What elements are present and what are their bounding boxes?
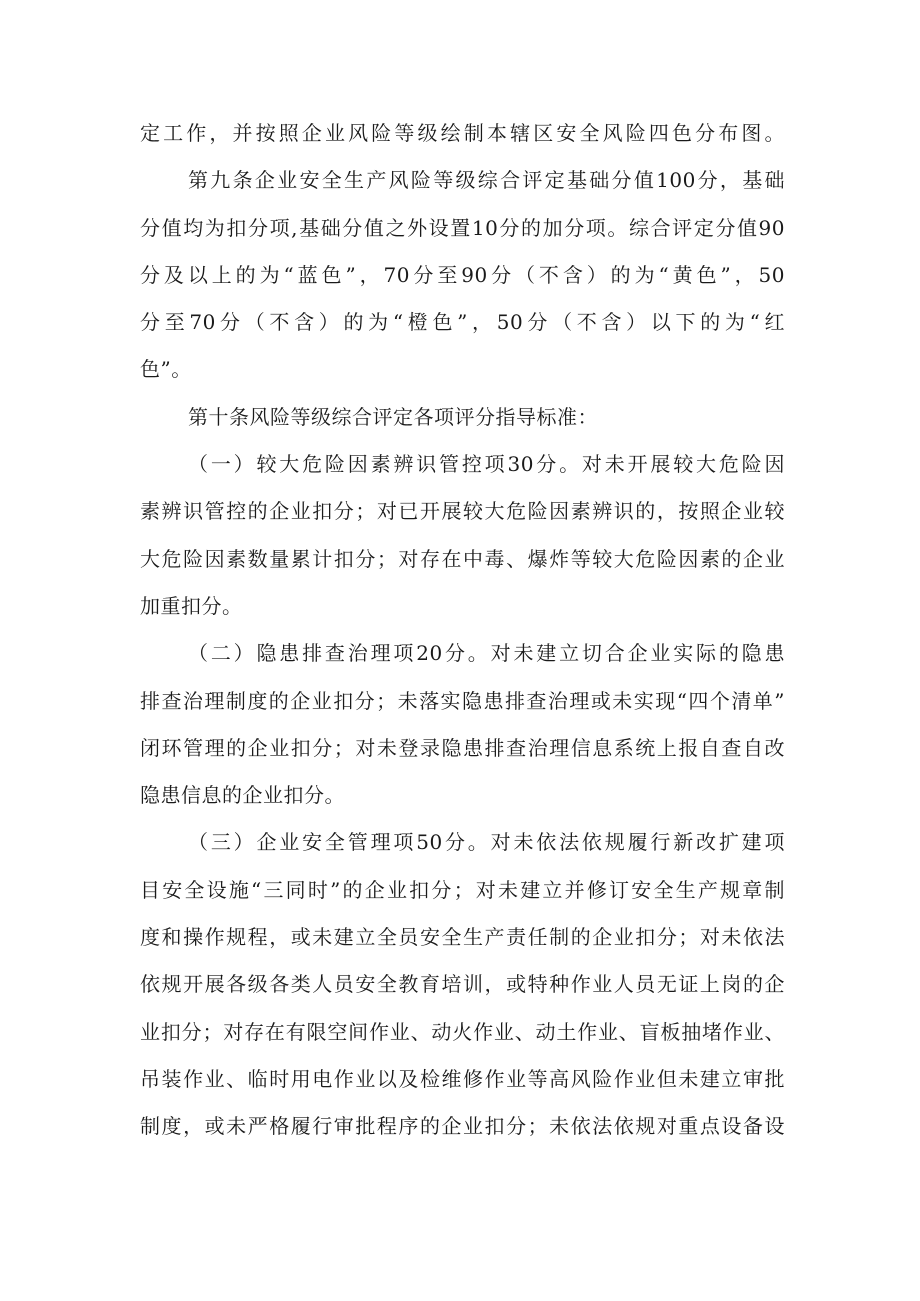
text-line: （二）隐患排查治理项20分。对未建立切合企业实际的隐患	[188, 641, 785, 666]
text-line: 排查治理制度的企业扣分；未落实隐患排查治理或未实现“四个清单”	[140, 688, 785, 713]
text-line: 制度，或未严格履行审批程序的企业扣分；未依法依规对重点设备设	[140, 1114, 785, 1139]
text-line: 分及以上的为“蓝色”，70分至90分（不含）的为“黄色”，50	[140, 262, 785, 287]
text-line: 第十条风险等级综合评定各项评分指导标准：	[188, 404, 598, 429]
text-line: 分值均为扣分项,基础分值之外设置10分的加分项。综合评定分值90	[140, 215, 785, 240]
text-line: 闭环管理的企业扣分；对未登录隐患排查治理信息系统上报自查自改	[140, 735, 785, 760]
text-line: 分至70分（不含）的为“橙色”，50分（不含）以下的为“红	[140, 310, 785, 335]
text-line: 色”。	[140, 357, 192, 382]
text-line: 业扣分；对存在有限空间作业、动火作业、动土作业、盲板抽堵作业、	[140, 1019, 785, 1044]
text-line: （三）企业安全管理项50分。对未依法依规履行新改扩建项	[188, 830, 785, 855]
text-line: 目安全设施“三同时”的企业扣分；对未建立并修订安全生产规章制	[140, 877, 785, 902]
text-line: 素辨识管控的企业扣分；对已开展较大危险因素辨识的，按照企业较	[140, 499, 785, 524]
text-line: 第九条企业安全生产风险等级综合评定基础分值100分，基础	[188, 168, 785, 193]
text-line: 吊装作业、临时用电作业以及检维修作业等高风险作业但未建立审批	[140, 1066, 785, 1091]
text-line: 加重扣分。	[140, 593, 243, 618]
text-line: 依规开展各级各类人员安全教育培训，或特种作业人员无证上岗的企	[140, 972, 785, 997]
text-line: 隐患信息的企业扣分。	[140, 783, 345, 808]
text-line: （一）较大危险因素辨识管控项30分。对未开展较大危险因	[188, 452, 785, 477]
document-body	[140, 110, 785, 1151]
text-line: 大危险因素数量累计扣分；对存在中毒、爆炸等较大危险因素的企业	[140, 546, 785, 571]
text-line: 定工作，并按照企业风险等级绘制本辖区安全风险四色分布图。	[140, 121, 785, 145]
text-line: 度和操作规程，或未建立全员安全生产责任制的企业扣分；对未依法	[140, 925, 785, 950]
